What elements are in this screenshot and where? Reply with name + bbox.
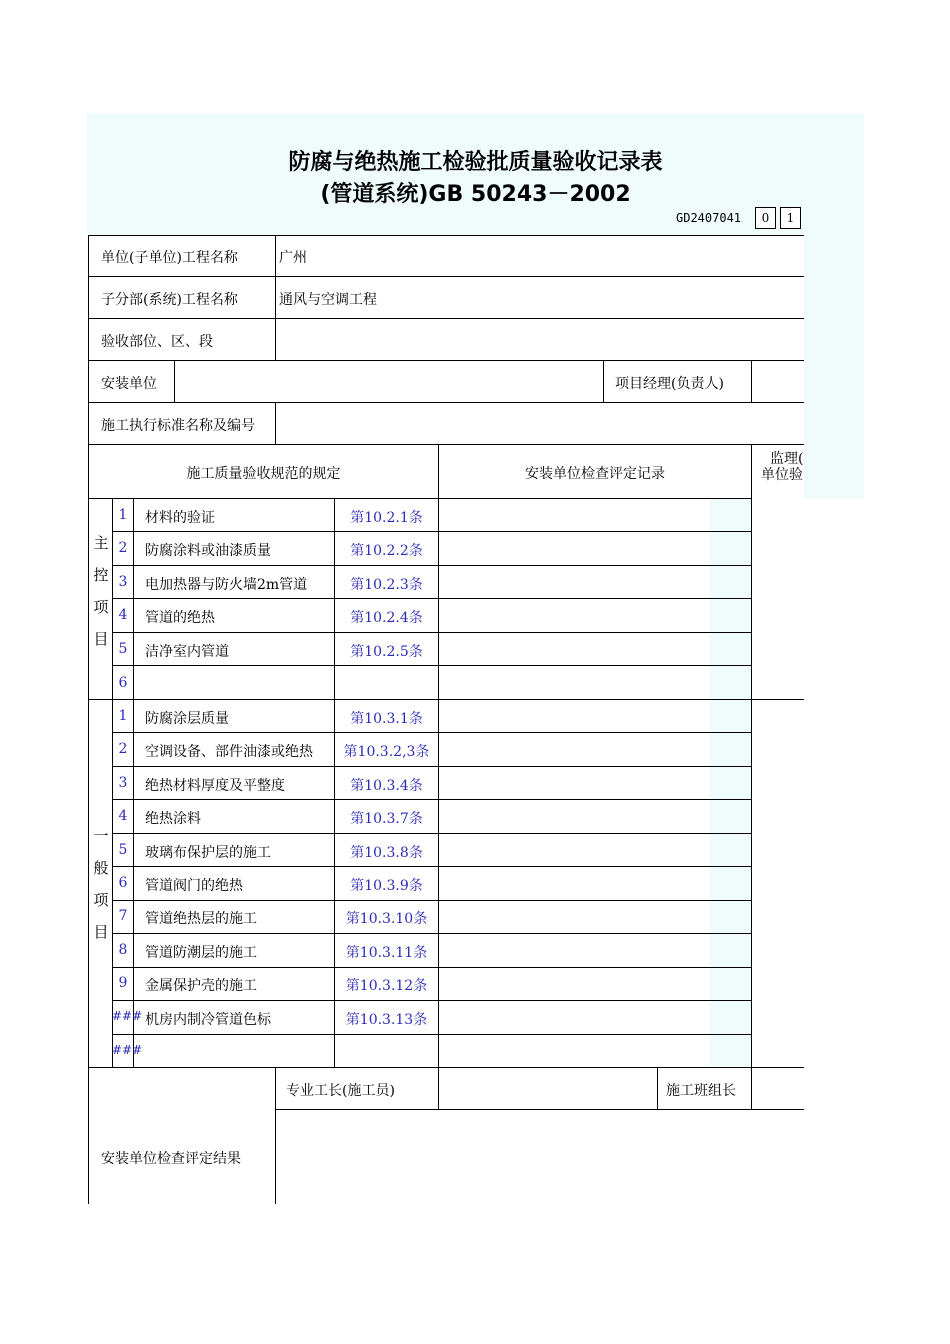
row-item: 材料的验证 [145, 510, 215, 526]
row-no: 1 [118, 708, 128, 724]
general-group-label: 一 般 项 目 [93, 827, 109, 941]
project-manager-label: 项目经理(负责人) [615, 376, 724, 392]
row-item: 管道的绝热 [145, 610, 215, 626]
row-no: 5 [118, 641, 128, 657]
record-column-header: 安装单位检查评定记录 [525, 466, 665, 482]
row-item: 管道绝热层的施工 [145, 911, 257, 927]
row-no: 4 [118, 808, 128, 824]
record-sub-column-shade [710, 499, 751, 1066]
row-item: 机房内制冷管道色标 [145, 1012, 271, 1028]
row-clause: 第10.2.5条 [350, 644, 423, 660]
row-item: 管道防潮层的施工 [145, 945, 257, 961]
foreman-label: 专业工长(施工员) [286, 1083, 395, 1099]
row-clause: 第10.3.7条 [350, 811, 423, 827]
main-group-label: 主 控 项 目 [93, 534, 109, 648]
row-no: 8 [118, 942, 128, 958]
row-clause: 第10.2.3条 [350, 577, 423, 593]
row-no: 6 [118, 675, 128, 691]
row-no: 3 [118, 574, 128, 590]
standard-label: 施工执行标准名称及编号 [101, 418, 255, 434]
unit-project-label: 单位(子单位)工程名称 [101, 250, 238, 266]
row-item: 防腐涂层质量 [145, 711, 229, 727]
row-item: 洁净室内管道 [145, 644, 229, 660]
team-leader-label: 施工班组长 [666, 1083, 736, 1099]
row-clause: 第10.3.8条 [350, 845, 423, 861]
row-clause: 第10.3.1条 [350, 711, 423, 727]
row-clause: 第10.3.2,3条 [343, 744, 430, 760]
row-no: 4 [118, 607, 128, 623]
installer-label: 安装单位 [101, 376, 157, 392]
unit-project-value[interactable]: 广州 [279, 250, 307, 266]
code-box-2[interactable]: 1 [780, 207, 801, 229]
spec-column-header: 施工质量验收规范的规定 [186, 466, 341, 482]
row-item: 管道阀门的绝热 [145, 878, 243, 894]
row-clause: 第10.3.9条 [350, 878, 423, 894]
row-item: 绝热材料厚度及平整度 [145, 778, 285, 794]
form-subtitle: (管道系统)GB 50243－2002 [320, 182, 631, 207]
inspection-part-label: 验收部位、区、段 [101, 334, 213, 350]
row-clause: 第10.2.4条 [350, 610, 423, 626]
result-label: 安装单位检查评定结果 [101, 1151, 241, 1167]
form-title: 防腐与绝热施工检验批质量验收记录表 [288, 150, 663, 175]
supervisor-header-line1: 监理( [770, 451, 804, 467]
form-code: GD2407041 [676, 211, 742, 225]
row-no: 2 [118, 540, 128, 556]
row-no: 9 [118, 975, 128, 991]
row-no: 5 [118, 842, 128, 858]
row-clause: 第10.3.10条 [345, 911, 428, 927]
row-item: 金属保护壳的施工 [145, 978, 257, 994]
sub-project-label: 子分部(系统)工程名称 [101, 292, 238, 308]
row-item: 空调设备、部件油漆或绝热 [145, 744, 313, 760]
row-clause: 第10.3.11条 [345, 945, 428, 961]
row-clause: 第10.2.2条 [350, 543, 423, 559]
row-no: ### [112, 1043, 143, 1057]
row-item: 防腐涂料或油漆质量 [145, 543, 271, 559]
row-no: 6 [118, 875, 128, 891]
row-no: 1 [118, 507, 128, 523]
supervisor-header-line2: 单位验 [761, 467, 803, 483]
row-item: 电加热器与防火墙2m管道 [145, 577, 308, 593]
row-clause: 第10.3.12条 [345, 978, 428, 994]
sub-project-value[interactable]: 通风与空调工程 [279, 292, 377, 308]
row-no: 2 [118, 741, 128, 757]
code-box-1[interactable]: 0 [755, 207, 776, 229]
row-clause: 第10.2.1条 [350, 510, 423, 526]
row-clause: 第10.3.4条 [350, 778, 423, 794]
right-margin-shade [804, 236, 864, 499]
row-no: ### [112, 1009, 143, 1023]
row-no: 7 [118, 908, 128, 924]
row-item: 绝热涂料 [145, 811, 201, 827]
row-no: 3 [118, 775, 128, 791]
row-clause: 第10.3.13条 [345, 1012, 428, 1028]
row-item: 玻璃布保护层的施工 [145, 845, 271, 861]
